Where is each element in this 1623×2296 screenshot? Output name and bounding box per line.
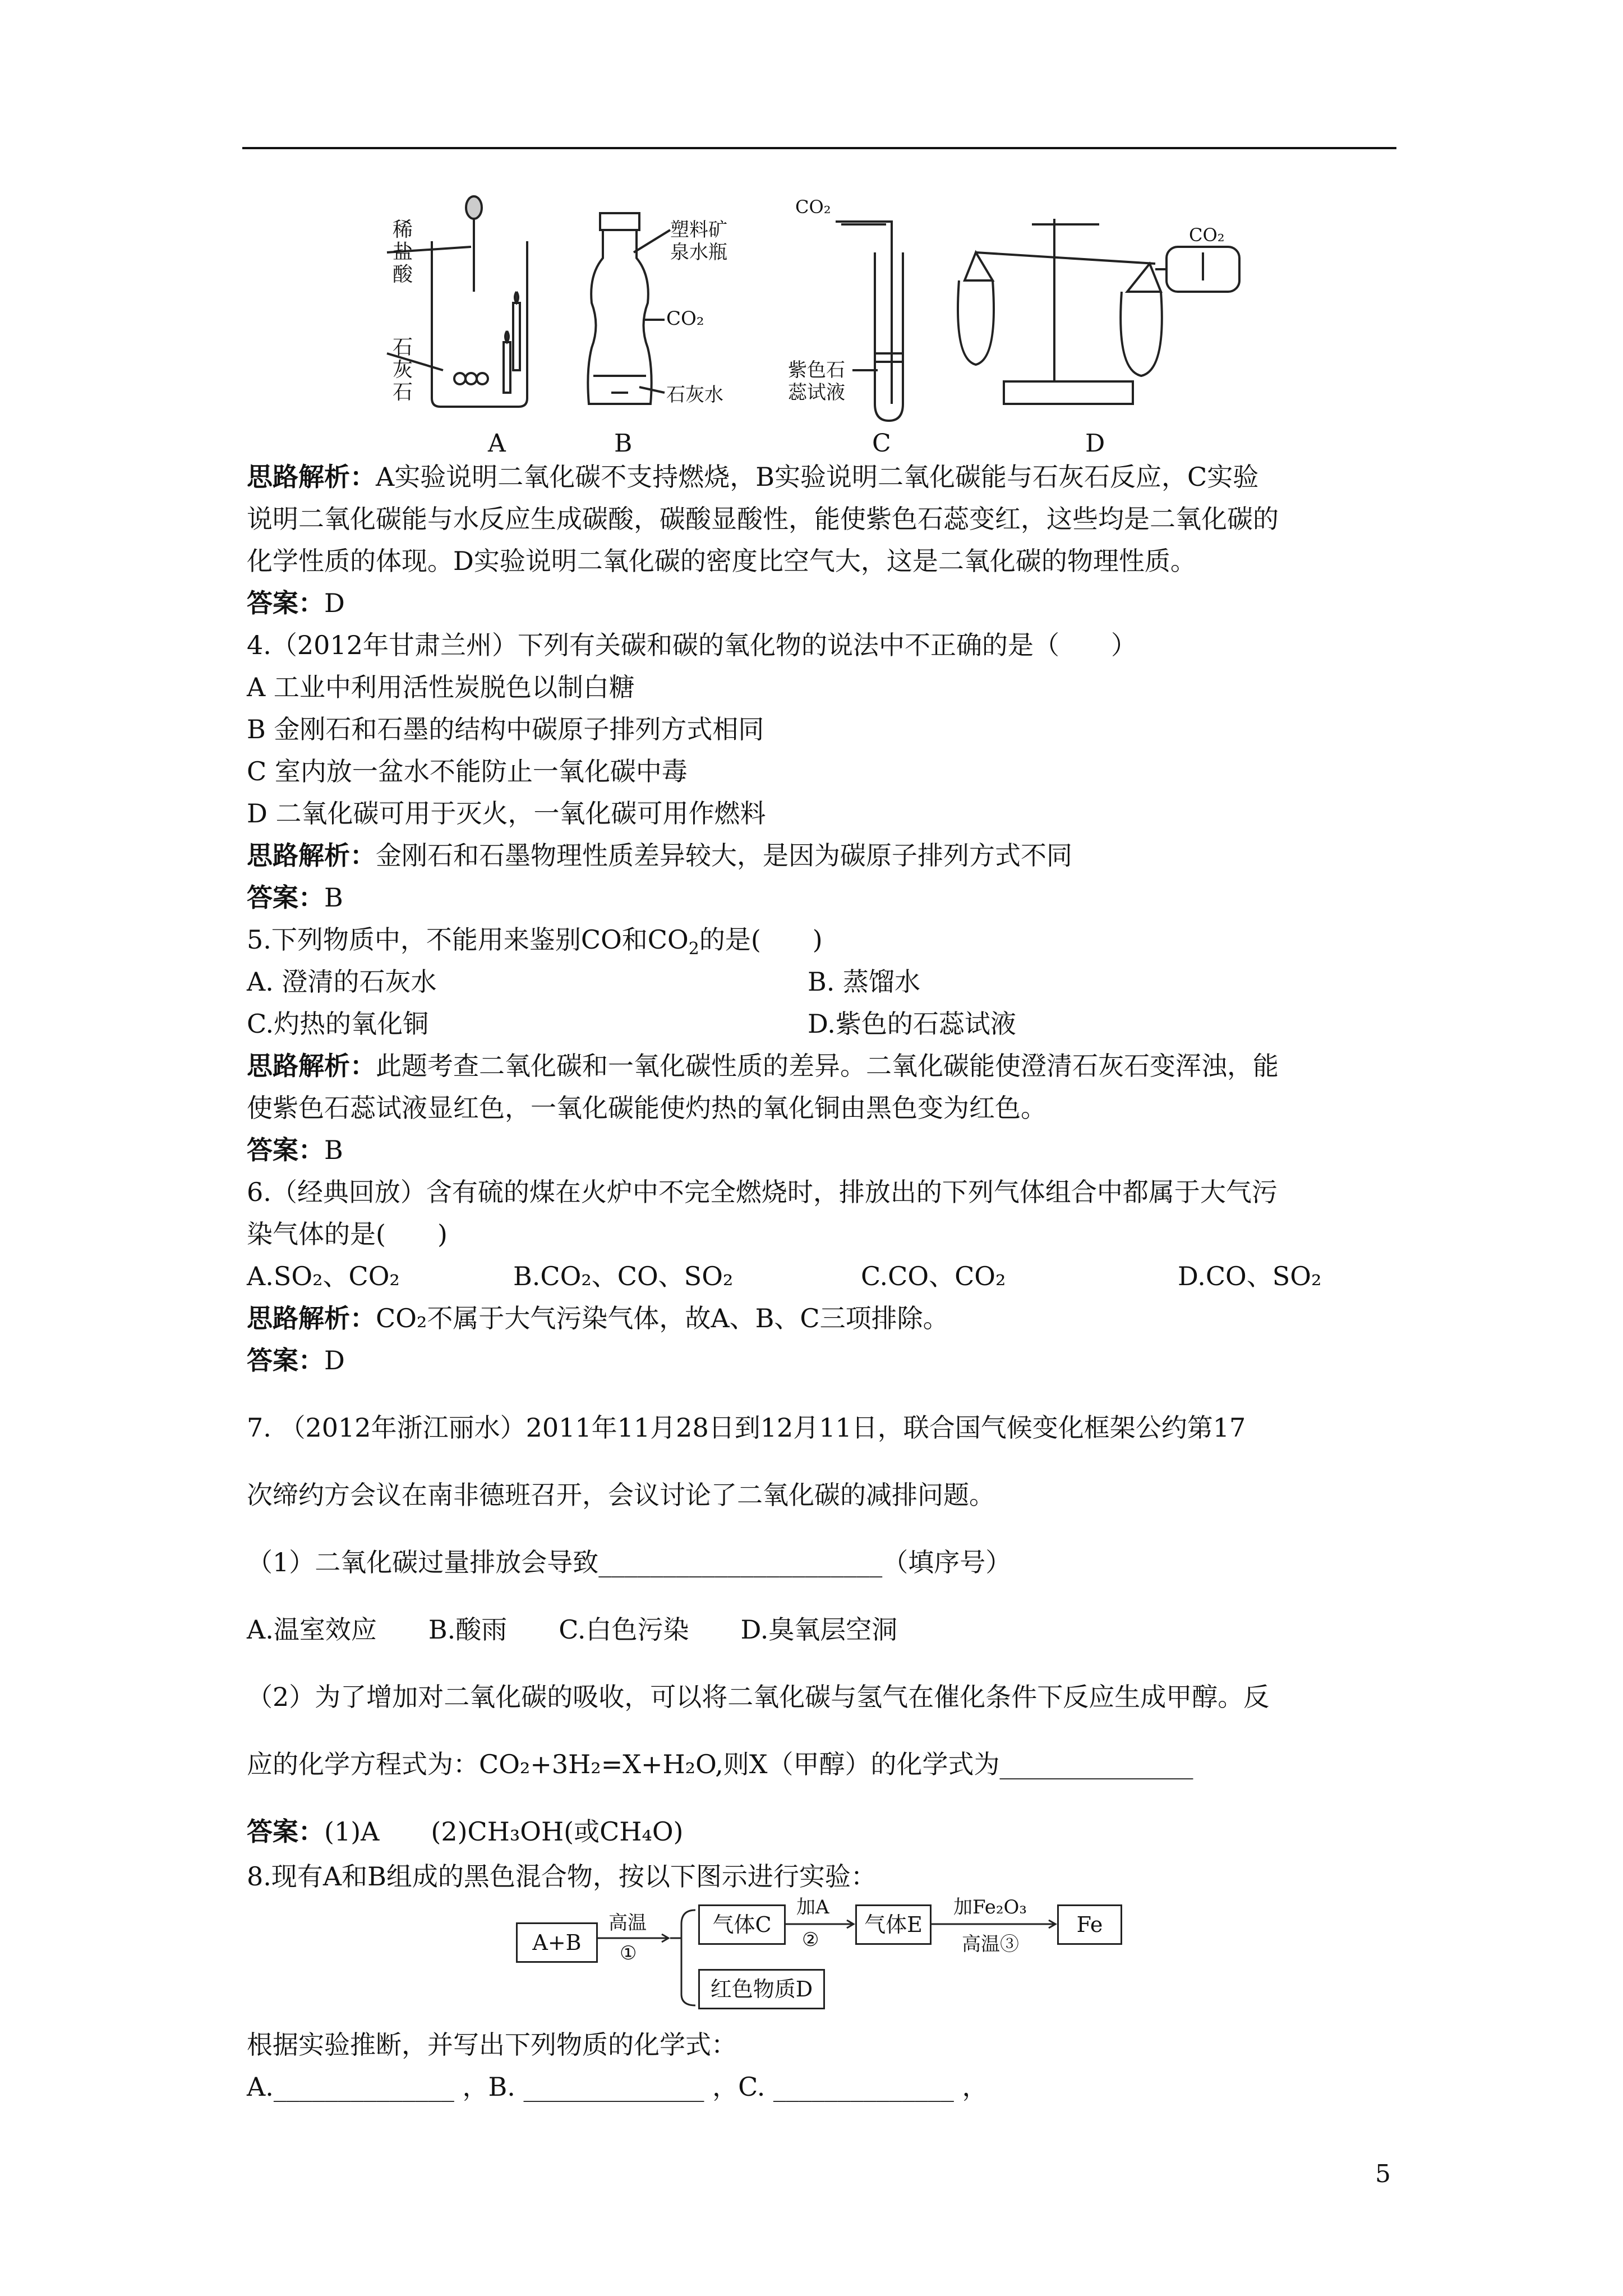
- label-co2-b: CO₂: [666, 307, 704, 330]
- q4-option-b: B 金刚石和石墨的结构中碳原子排列方式相同: [247, 714, 764, 744]
- panel-label-d: D: [1085, 429, 1105, 458]
- q4-option-c: C 室内放一盆水不能防止一氧化碳中毒: [247, 756, 688, 786]
- q5-option-d: D.紫色的石蕊试液: [808, 1009, 1016, 1039]
- q5-stem: 5.下列物质中，不能用来鉴别CO和$CO_2$的是( ): [247, 924, 823, 959]
- node-a-plus-b: A+B: [516, 1922, 598, 1963]
- q8-prompt: 根据实验推断，并写出下列物质的化学式：: [247, 2030, 737, 2060]
- step3-reagent: 加Fe₂O₃: [953, 1896, 1027, 1918]
- page-number: 5: [1375, 2160, 1391, 2188]
- node-gas-e: 气体E: [855, 1904, 932, 1945]
- q7-stem-line2: 次缔约方会议在南非德班召开，会议讨论了二氧化碳的减排问题。: [247, 1480, 995, 1510]
- q6-option-d: D.CO、SO₂: [1178, 1261, 1322, 1291]
- label-dilute-acid: 稀 盐 酸: [393, 218, 413, 286]
- label-co2-d: CO₂: [1189, 224, 1225, 246]
- q8-stem: 8.现有A和B组成的黑色混合物，按以下图示进行实验：: [247, 1861, 877, 1892]
- q3-analysis-line3: 化学性质的体现。D实验说明二氧化碳的密度比空气大，这是二氧化碳的物理性质。: [247, 546, 1196, 576]
- q6-option-a: A.SO₂、CO₂: [247, 1261, 400, 1291]
- q3-answer: 答案：D: [247, 588, 345, 618]
- panel-label-a: A: [488, 429, 506, 458]
- node-gas-c: 气体C: [698, 1904, 786, 1945]
- q4-answer: 答案：B: [247, 882, 343, 913]
- label-co2-c: CO₂: [795, 196, 831, 218]
- q7-stem-line1: 7. （2012年浙江丽水）2011年11月28日到12月11日，联合国气候变化框架公约第17: [247, 1412, 1246, 1443]
- node-red-d: 红色物质D: [698, 1969, 825, 2009]
- q7-answer: 答案：(1)A (2)CH₃OH(或CH₄O): [247, 1816, 684, 1847]
- q5-analysis-line1: 思路解析：此题考查二氧化碳和一氧化碳性质的差异。二氧化碳能使澄清石灰石变浑浊，能: [247, 1051, 1279, 1081]
- q7-part1: （1）二氧化碳过量排放会导致______________________（填序号）: [247, 1547, 1012, 1577]
- label-litmus: 紫色石 蕊试液: [788, 359, 845, 404]
- q6-option-b: B.CO₂、CO、SO₂: [513, 1261, 734, 1291]
- q6-stem-line1: 6.（经典回放）含有硫的煤在火炉中不完全燃烧时，排放出的下列气体组合中都属于大气污: [247, 1177, 1278, 1207]
- q6-analysis: 思路解析：CO₂不属于大气污染气体，故A、B、C三项排除。: [247, 1303, 949, 1333]
- step1-condition: 高温: [608, 1912, 647, 1934]
- q7-part2-line1: （2）为了增加对二氧化碳的吸收，可以将二氧化碳与氢气在催化条件下反应生成甲醇。反: [247, 1682, 1270, 1712]
- q4-option-a: A 工业中利用活性炭脱色以制白糖: [247, 672, 635, 702]
- q6-option-c: C.CO、CO₂: [861, 1261, 1006, 1291]
- label-plastic-bottle: 塑料矿 泉水瓶: [670, 219, 727, 264]
- step1-number: ①: [620, 1942, 637, 1964]
- q5-option-c: C.灼热的氧化铜: [247, 1009, 429, 1039]
- panel-label-b: B: [614, 429, 633, 458]
- q3-analysis-line2: 说明二氧化碳能与水反应生成碳酸，碳酸显酸性，能使紫色石蕊变红，这些均是二氧化碳的: [247, 504, 1279, 534]
- step3-condition: 高温③: [962, 1933, 1019, 1955]
- q5-option-a: A. 澄清的石灰水: [247, 967, 437, 997]
- q4-option-d: D 二氧化碳可用于灭火，一氧化碳可用作燃料: [247, 798, 766, 829]
- q5-analysis-line2: 使紫色石蕊试液显红色，一氧化碳能使灼热的氧化铜由黑色变为红色。: [247, 1093, 1046, 1123]
- q5-answer: 答案：B: [247, 1135, 343, 1165]
- panel-label-c: C: [872, 429, 891, 458]
- step2-condition: 加A: [796, 1896, 829, 1918]
- q5-option-b: B. 蒸馏水: [808, 967, 921, 997]
- q6-answer: 答案：D: [247, 1345, 345, 1375]
- header-rule: [242, 147, 1396, 149]
- q4-analysis: 思路解析：金刚石和石墨物理性质差异较大，是因为碳原子排列方式不同: [247, 840, 1072, 871]
- q8-blanks: A.______________ ，B. ______________ ，C. ______________ ，: [247, 2072, 988, 2102]
- q6-stem-line2: 染气体的是( ): [247, 1219, 448, 1249]
- q3-analysis-line1: 思路解析：A实验说明二氧化碳不支持燃烧，B实验说明二氧化碳能与石灰石反应，C实验: [247, 462, 1259, 492]
- q7-part2-line2: 应的化学方程式为：CO₂+3H₂=X+H₂O,则X（甲醇）的化学式为_______________: [247, 1749, 1193, 1779]
- q4-stem: 4.（2012年甘肃兰州）下列有关碳和碳的氧化物的说法中不正确的是（ ）: [247, 630, 1137, 660]
- step2-number: ②: [802, 1929, 819, 1951]
- q7-part1-options: A.温室效应 B.酸雨 C.白色污染 D.臭氧层空洞: [247, 1614, 898, 1645]
- label-limewater: 石灰水: [666, 384, 723, 406]
- label-limestone: 石 灰 石: [393, 336, 413, 404]
- node-fe: Fe: [1057, 1904, 1122, 1945]
